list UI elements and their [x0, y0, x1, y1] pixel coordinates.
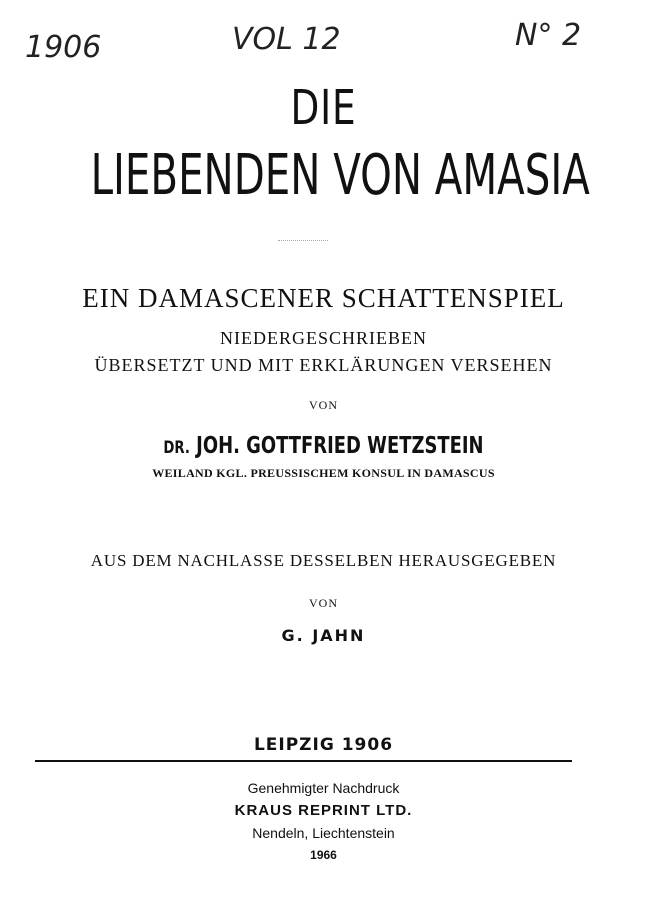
title-line-1: DIE — [290, 80, 357, 136]
author-title: WEILAND KGL. PREUSSISCHEM KONSUL IN DAMASCUS — [152, 466, 495, 480]
reprint-line-2: KRAUS REPRINT LTD. — [234, 802, 413, 819]
subtitle-line-2: NIEDERGESCHRIEBEN — [220, 328, 427, 348]
author-prefix: DR. — [163, 438, 190, 458]
von-author: VON — [309, 398, 338, 412]
decorative-dotted-rule — [278, 240, 328, 241]
place-year: LEIPZIG 1906 — [253, 735, 394, 755]
divider-rule — [35, 760, 572, 762]
handwritten-number: N° 2 — [515, 18, 582, 53]
reprint-line-3: Nendeln, Liechtenstein — [252, 825, 395, 841]
handwritten-volume: VOL 12 — [232, 22, 341, 57]
reprint-line-4: 1966 — [310, 848, 337, 862]
author-name: JOH. GOTTFRIED WETZSTEIN — [196, 433, 484, 459]
reprint-line-1: Genehmigter Nachdruck — [247, 780, 400, 796]
subtitle-line-3: ÜBERSETZT UND MIT ERKLÄRUNGEN VERSEHEN — [94, 355, 553, 375]
von-editor: VON — [309, 596, 338, 610]
title-line-2: LIEBENDEN VON AMASIA — [90, 143, 590, 208]
subtitle-line-1: EIN DAMASCENER SCHATTENSPIEL — [82, 283, 565, 313]
editor-name: G. JAHN — [281, 626, 366, 645]
author-line — [71, 433, 576, 459]
handwritten-year: 1906 — [25, 30, 102, 65]
edition-line: AUS DEM NACHLASSE DESSELBEN HERAUSGEGEBEN — [90, 551, 557, 570]
